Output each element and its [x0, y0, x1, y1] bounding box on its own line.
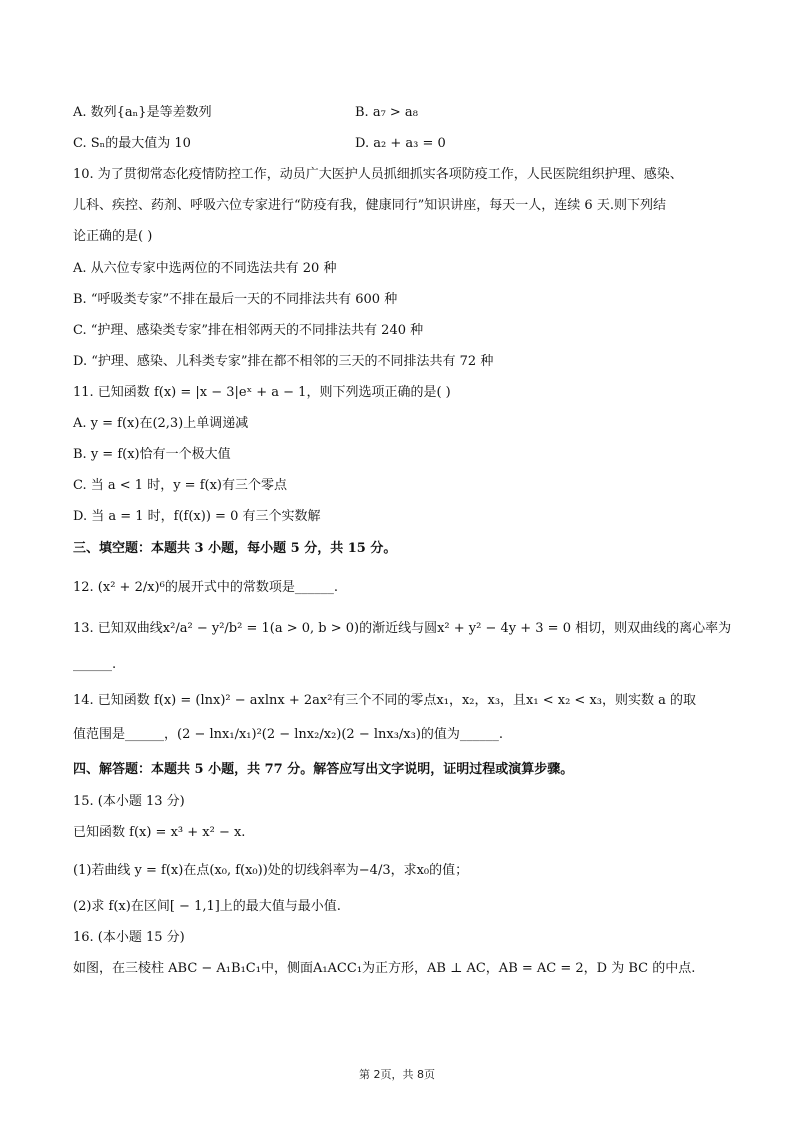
- section-heading-solutions: 四、解答题：本题共 5 小题，共 77 分。解答应写出文字说明，证明过程或演算步骤。: [73, 762, 574, 777]
- section-heading-fill-in: 三、填空题：本题共 3 小题，每小题 5 分，共 15 分。: [73, 541, 397, 556]
- option-11c: C. 当 a < 1 时，y = f(x)有三个零点: [73, 478, 287, 493]
- q15-title: 15. (本小题 13 分): [73, 794, 185, 809]
- q13-line2: ______.: [73, 657, 117, 672]
- option-9b: B. a₇ > a₈: [355, 105, 418, 120]
- q14-line2: 值范围是______，(2 − lnx₁/x₁)²(2 − lnx₂/x₂)(2 − lnx₃/x₃)的值为______.: [73, 727, 504, 742]
- page-footer: 第 2页，共 8页: [359, 1068, 435, 1081]
- q10-stem-line3: 论正确的是( ): [73, 229, 153, 244]
- q10-stem-line1: 10. 为了贯彻常态化疫情防控工作，动员广大医护人员抓细抓实各项防疫工作，人民医院组织护理、感染、: [73, 167, 683, 182]
- option-10a: A. 从六位专家中选两位的不同选法共有 20 种: [73, 261, 337, 276]
- q11-stem: 11. 已知函数 f(x) = |x − 3|eˣ + a − 1，则下列选项正确的是( ): [73, 385, 451, 400]
- option-10d: D. “护理、感染、儿科类专家”排在都不相邻的三天的不同排法共有 72 种: [73, 354, 494, 369]
- q12: 12. (x² + 2/x)⁶的展开式中的常数项是______.: [73, 580, 338, 595]
- q14-line1: 14. 已知函数 f(x) = (lnx)² − axlnx + 2ax²有三个不同的零点x₁，x₂，x₃，且x₁ < x₂ < x₃，则实数 a 的取: [73, 693, 697, 708]
- option-11b: B. y = f(x)恰有一个极大值: [73, 447, 231, 462]
- q15-given: 已知函数 f(x) = x³ + x² − x.: [73, 825, 246, 840]
- q15-part2: (2)求 f(x)在区间[ − 1,1]上的最大值与最小值.: [73, 899, 341, 914]
- option-10b: B. “呼吸类专家”不排在最后一天的不同排法共有 600 种: [73, 292, 398, 307]
- q16-given: 如图，在三棱柱 ABC − A₁B₁C₁中，侧面A₁ACC₁为正方形，AB ⊥ AC，AB = AC = 2，D 为 BC 的中点.: [73, 961, 696, 976]
- option-11d: D. 当 a = 1 时，f(f(x)) = 0 有三个实数解: [73, 509, 321, 524]
- q16-title: 16. (本小题 15 分): [73, 930, 185, 945]
- q13-line1: 13. 已知双曲线x²/a² − y²/b² = 1(a > 0, b > 0)的渐近线与圆x² + y² − 4y + 3 = 0 相切，则双曲线的离心率为: [73, 621, 732, 636]
- option-11a: A. y = f(x)在(2,3)上单调递减: [73, 416, 249, 431]
- q15-part1: (1)若曲线 y = f(x)在点(x₀, f(x₀))处的切线斜率为−4/3，求x₀的值；: [73, 863, 469, 878]
- q10-stem-line2: 儿科、疾控、药剂、呼吸六位专家进行“防疫有我，健康同行”知识讲座，每天一人，连续 6 天.则下列结: [73, 198, 666, 213]
- option-9d: D. a₂ + a₃ = 0: [355, 136, 446, 151]
- option-9c: C. Sₙ的最大值为 10: [73, 136, 191, 151]
- option-9a: A. 数列{aₙ}是等差数列: [73, 105, 212, 120]
- option-10c: C. “护理、感染类专家”排在相邻两天的不同排法共有 240 种: [73, 323, 424, 338]
